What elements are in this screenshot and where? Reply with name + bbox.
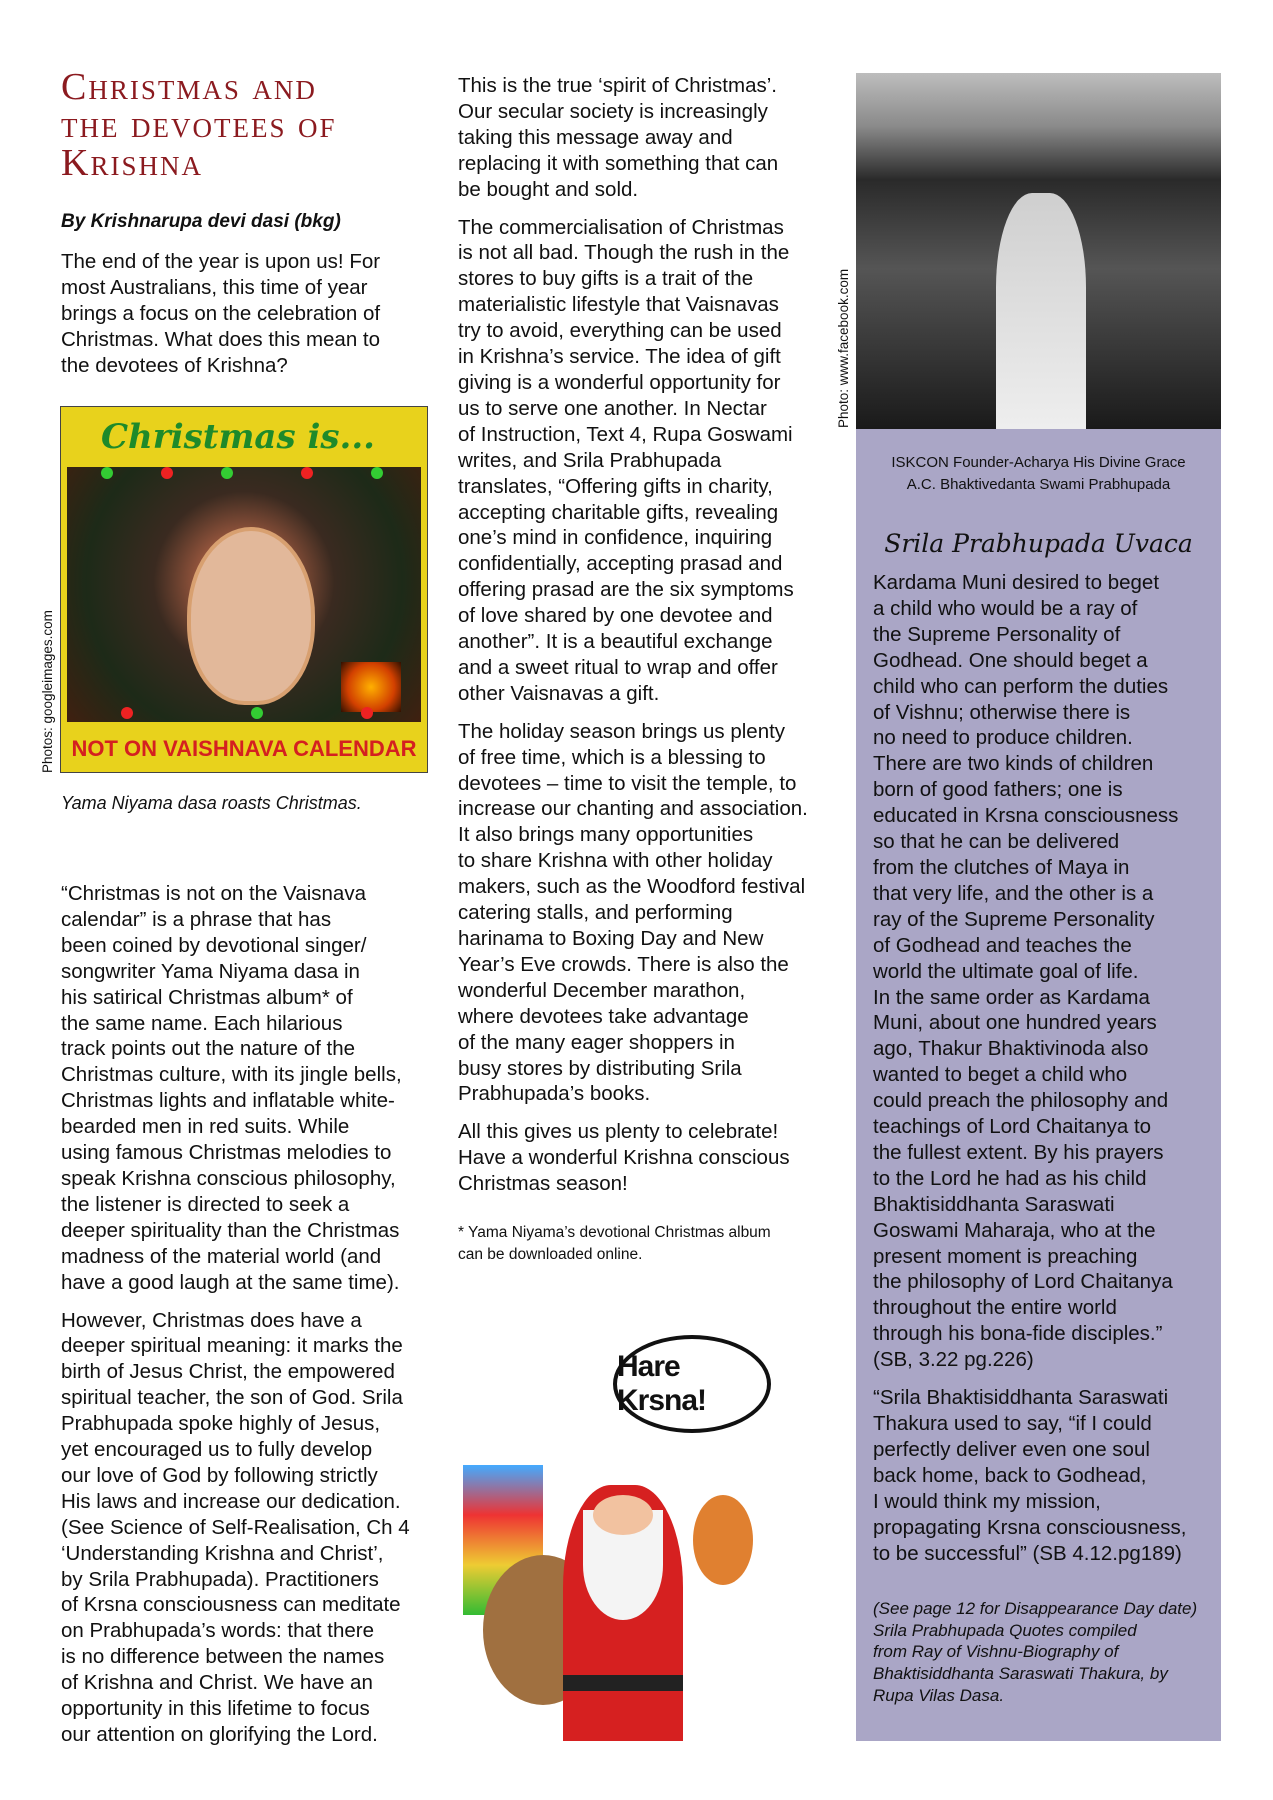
text-line: of Krsna consciousness can meditate <box>61 1593 401 1617</box>
text-line: a child who would be a ray of <box>873 596 1138 620</box>
text-line: busy stores by distributing Srila <box>458 1056 742 1080</box>
text-line: no need to produce children. <box>873 726 1133 750</box>
ornament-dot <box>361 707 373 719</box>
text-line: opportunity in this lifetime to focus <box>61 1697 370 1721</box>
text-line: another”. It is a beautiful exchange <box>458 630 773 654</box>
text-line: in Krishna’s service. The idea of gift <box>458 345 781 369</box>
text-line: track points out the nature of the <box>61 1037 356 1061</box>
text-line: birth of Jesus Christ, the empowered <box>61 1360 395 1384</box>
text-line: giving is a wonderful opportunity for <box>458 370 781 394</box>
note-line: Rupa Vilas Dasa. <box>873 1685 1005 1705</box>
text-line: madness of the material world (and <box>61 1244 382 1268</box>
text-line: spiritual teacher, the son of God. Srila <box>61 1386 403 1410</box>
text-line: songwriter Yama Niyama dasa in <box>61 959 360 983</box>
note-line: Srila Prabhupada Quotes compiled <box>873 1620 1137 1640</box>
ornament-dot <box>121 707 133 719</box>
photo-caption-line: ISKCON Founder-Acharya His Divine Grace <box>891 454 1186 471</box>
santa-face <box>593 1495 653 1535</box>
text-line: have a good laugh at the same time). <box>61 1270 400 1294</box>
face-figure <box>187 527 315 705</box>
text-line: of love shared by one devotee and <box>458 604 773 628</box>
text-line: of the many eager shoppers in <box>458 1030 735 1054</box>
text-line: materialistic lifestyle that Vaisnavas <box>458 293 779 317</box>
text-line: through his bona-fide disciples.” <box>873 1322 1163 1346</box>
text-line: confidentially, accepting prasad and <box>458 552 783 576</box>
text-line: (See Science of Self-Realisation, Ch 4 <box>61 1515 410 1539</box>
text-line: “Christmas is not on the Vaisnava <box>61 882 366 905</box>
text-line: replacing it with something that can <box>458 151 779 175</box>
text-line: could preach the philosophy and <box>873 1089 1169 1113</box>
text-line: child who can perform the duties <box>873 674 1169 698</box>
text-line: that very life, and the other is a <box>873 881 1154 905</box>
text-line: offering prasad are the six symptoms <box>458 578 794 602</box>
text-line: throughout the entire world <box>873 1296 1117 1320</box>
text-line: Thakura used to say, “if I could <box>873 1412 1152 1435</box>
text-line: by Srila Prabhupada). Practitioners <box>61 1567 379 1591</box>
paragraph <box>61 249 380 379</box>
text-line: Bhaktisiddhanta Saraswati <box>873 1192 1115 1216</box>
photo-caption <box>856 452 1221 496</box>
text-line: the Supreme Personality of <box>873 622 1121 646</box>
text-line: Christmas lights and inflatable white- <box>61 1089 395 1113</box>
text-line: teachings of Lord Chaitanya to <box>873 1115 1152 1139</box>
text-line: the listener is directed to seek a <box>61 1192 350 1216</box>
text-line: been coined by devotional singer/ <box>61 933 367 957</box>
text-line: Year’s Eve crowds. There is also the <box>458 952 789 976</box>
text-line: Muni, about one hundred years <box>873 1011 1157 1035</box>
text-line: Have a wonderful Krishna conscious <box>458 1146 790 1170</box>
paragraph <box>873 570 1186 1373</box>
sidebar-heading: Srila Prabhupada Uvaca <box>884 529 1193 558</box>
footnote-line: * Yama Niyama’s devotional Christmas album <box>458 1224 771 1241</box>
text-line: present moment is preaching <box>873 1244 1138 1268</box>
note-line: (See page 12 for Disappearance Day date) <box>873 1599 1198 1618</box>
text-line: propagating Krsna consciousness, <box>873 1515 1187 1539</box>
text-line: educated in Krsna consciousness <box>873 804 1179 828</box>
text-line: using famous Christmas melodies to <box>61 1141 392 1165</box>
text-line: is not all bad. Though the rush in the <box>458 241 790 265</box>
ornament-dot <box>161 467 173 479</box>
sidebar-note <box>873 1598 1197 1707</box>
text-line: yet encouraged us to fully develop <box>61 1438 373 1462</box>
article-title <box>61 68 336 182</box>
text-line: of free time, which is a blessing to <box>458 745 766 769</box>
text-line: This is the true ‘spirit of Christmas’. <box>458 74 777 97</box>
text-line: from the clutches of Maya in <box>873 855 1130 879</box>
text-line: makers, such as the Woodford festival <box>458 875 806 899</box>
text-line: harinama to Boxing Day and New <box>458 927 764 950</box>
ornament-dot <box>301 467 313 479</box>
text-line: the same name. Each hilarious <box>61 1011 343 1035</box>
paragraph <box>873 1385 1186 1566</box>
text-line: “Srila Bhaktisiddhanta Saraswati <box>873 1386 1169 1410</box>
text-line: of Vishnu; otherwise there is <box>873 700 1131 724</box>
text-line: so that he can be delivered <box>873 830 1120 854</box>
text-line: Goswami Maharaja, who at the <box>873 1218 1156 1242</box>
text-line: translates, “Offering gifts in charity, <box>458 474 773 498</box>
note-line: Bhaktisiddhanta Saraswati Thakura, by <box>873 1664 1168 1684</box>
paragraph <box>61 881 410 1296</box>
text-line: devotees – time to visit the temple, to <box>458 771 797 795</box>
text-line: the fullest extent. By his prayers <box>873 1140 1164 1164</box>
text-line: bearded men in red suits. While <box>61 1115 350 1139</box>
text-line: of Godhead and teaches the <box>873 933 1132 957</box>
text-line: Kardama Muni desired to beget <box>873 571 1160 594</box>
paragraph <box>458 1119 808 1197</box>
text-line: ray of the Supreme Personality <box>873 907 1155 931</box>
text-line: perfectly deliver even one soul <box>873 1437 1150 1461</box>
text-line: of Instruction, Text 4, Rupa Goswami <box>458 422 793 446</box>
byline: By Krishnarupa devi dasi (bkg) <box>61 211 341 232</box>
title-line: the devotees of <box>61 104 337 146</box>
text-line: on Prabhupada’s words: that there <box>61 1619 375 1643</box>
text-line: His laws and increase our dedication. <box>61 1489 401 1513</box>
text-line: All this gives us plenty to celebrate! <box>458 1120 779 1144</box>
text-line: Godhead. One should beget a <box>873 648 1148 672</box>
text-line: where devotees take advantage <box>458 1004 749 1028</box>
prabhupada-photo <box>856 73 1221 429</box>
title-line: Christmas and <box>61 66 317 108</box>
text-line: catering stalls, and performing <box>458 901 733 925</box>
text-line: Christmas culture, with its jingle bells, <box>61 1063 402 1087</box>
text-line: wonderful December marathon, <box>458 978 746 1002</box>
text-line: the philosophy of Lord Chaitanya <box>873 1270 1173 1294</box>
text-line: The holiday season brings us plenty <box>458 719 786 743</box>
text-line: calendar” is a phrase that has <box>61 907 332 931</box>
text-line: The commercialisation of Christmas <box>458 215 784 239</box>
title-line: Krishna <box>61 142 203 184</box>
footnote-line: can be downloaded online. <box>458 1246 643 1263</box>
text-line: our attention on glorifying the Lord. <box>61 1723 378 1746</box>
text-line: his satirical Christmas album* of <box>61 985 353 1009</box>
column-1-body <box>61 881 410 1760</box>
text-line: deeper spirituality than the Christmas <box>61 1218 400 1242</box>
text-line: to be successful” (SB 4.12.pg189) <box>873 1541 1182 1565</box>
text-line: deeper spiritual meaning: it marks the <box>61 1334 403 1358</box>
column-2-body <box>458 73 808 1209</box>
santa-belt <box>563 1675 683 1691</box>
text-line: It also brings many opportunities <box>458 823 754 847</box>
text-line: Prabhupada’s books. <box>458 1082 651 1106</box>
image-scene <box>67 467 421 722</box>
text-line: the devotees of Krishna? <box>61 353 288 377</box>
text-line: ago, Thakur Bhaktivinoda also <box>873 1037 1149 1061</box>
image-caption: Yama Niyama dasa roasts Christmas. <box>61 793 362 813</box>
text-line: is no difference between the names <box>61 1645 385 1669</box>
text-line: to the Lord he had as his child <box>873 1166 1147 1190</box>
text-line: back home, back to Godhead, <box>873 1463 1147 1487</box>
text-line: I would think my mission, <box>873 1489 1101 1513</box>
text-line: The end of the year is upon us! For <box>61 250 381 273</box>
text-line: our love of God by following strictly <box>61 1463 378 1487</box>
speech-bubble: Hare Krsna! <box>613 1335 771 1433</box>
text-line: stores to buy gifts is a trait of the <box>458 267 754 291</box>
sidebar-body <box>873 570 1186 1578</box>
paragraph <box>458 73 808 203</box>
text-line: Prabhupada spoke highly of Jesus, <box>61 1412 381 1436</box>
text-line: world the ultimate goal of life. <box>873 959 1139 983</box>
paragraph <box>458 215 808 707</box>
uvaca-sidebar <box>856 429 1221 1741</box>
paragraph <box>61 1308 410 1748</box>
text-line: and a sweet ritual to wrap and offer <box>458 655 778 679</box>
footnote <box>458 1222 771 1266</box>
text-line: However, Christmas does have a <box>61 1308 362 1332</box>
text-line: speak Krishna conscious philosophy, <box>61 1166 396 1190</box>
text-line: There are two kinds of children <box>873 752 1154 776</box>
note-line: from Ray of Vishnu-Biography of <box>873 1642 1119 1662</box>
text-line: us to serve one another. In Nectar <box>458 396 767 420</box>
text-line: brings a focus on the celebration of <box>61 301 381 325</box>
intro-paragraph <box>61 249 380 391</box>
image-footer: NOT ON VAISHNAVA CALENDAR <box>71 736 417 761</box>
text-line: Christmas. What does this mean to <box>61 327 381 351</box>
text-line: most Australians, this time of year <box>61 275 368 299</box>
text-line: In the same order as Kardama <box>873 985 1150 1009</box>
text-line: Our secular society is increasingly <box>458 99 768 123</box>
paragraph <box>458 719 808 1108</box>
text-line: (SB, 3.22 pg.226) <box>873 1348 1034 1372</box>
ornament-dot <box>101 467 113 479</box>
text-line: be bought and sold. <box>458 177 639 201</box>
text-line: wanted to beget a child who <box>873 1063 1128 1087</box>
image-heading: Christmas is... <box>101 417 376 457</box>
ornament-dot <box>371 467 383 479</box>
text-line: accepting charitable gifts, revealing <box>458 500 779 524</box>
text-line: Christmas season! <box>458 1172 628 1196</box>
text-line: try to avoid, everything can be used <box>458 319 782 343</box>
text-line: of Krishna and Christ. We have an <box>61 1671 373 1695</box>
photo-credit-right: Photo: www.facebook.com <box>836 268 851 428</box>
text-line: other Vaisnavas a gift. <box>458 681 660 705</box>
text-line: increase our chanting and association. <box>458 797 808 821</box>
ornament-dot <box>251 707 263 719</box>
photo-caption-line: A.C. Bhaktivedanta Swami Prabhupada <box>906 476 1171 493</box>
fireplace <box>341 662 401 712</box>
photo-credit-left: Photos: googleimages.com <box>40 610 55 773</box>
christmas-is-image <box>60 406 428 773</box>
text-line: writes, and Srila Prabhupada <box>458 448 722 472</box>
text-line: to share Krishna with other holiday <box>458 849 773 873</box>
text-line: taking this message away and <box>458 125 733 149</box>
ornament-dot <box>221 467 233 479</box>
text-line: ‘Understanding Krishna and Christ’, <box>61 1541 384 1565</box>
sweet-offering <box>693 1495 753 1585</box>
text-line: one’s mind in confidence, inquiring <box>458 526 773 550</box>
santa-cartoon <box>463 1335 763 1741</box>
devotee-figure <box>996 193 1086 429</box>
text-line: born of good fathers; one is <box>873 778 1123 802</box>
